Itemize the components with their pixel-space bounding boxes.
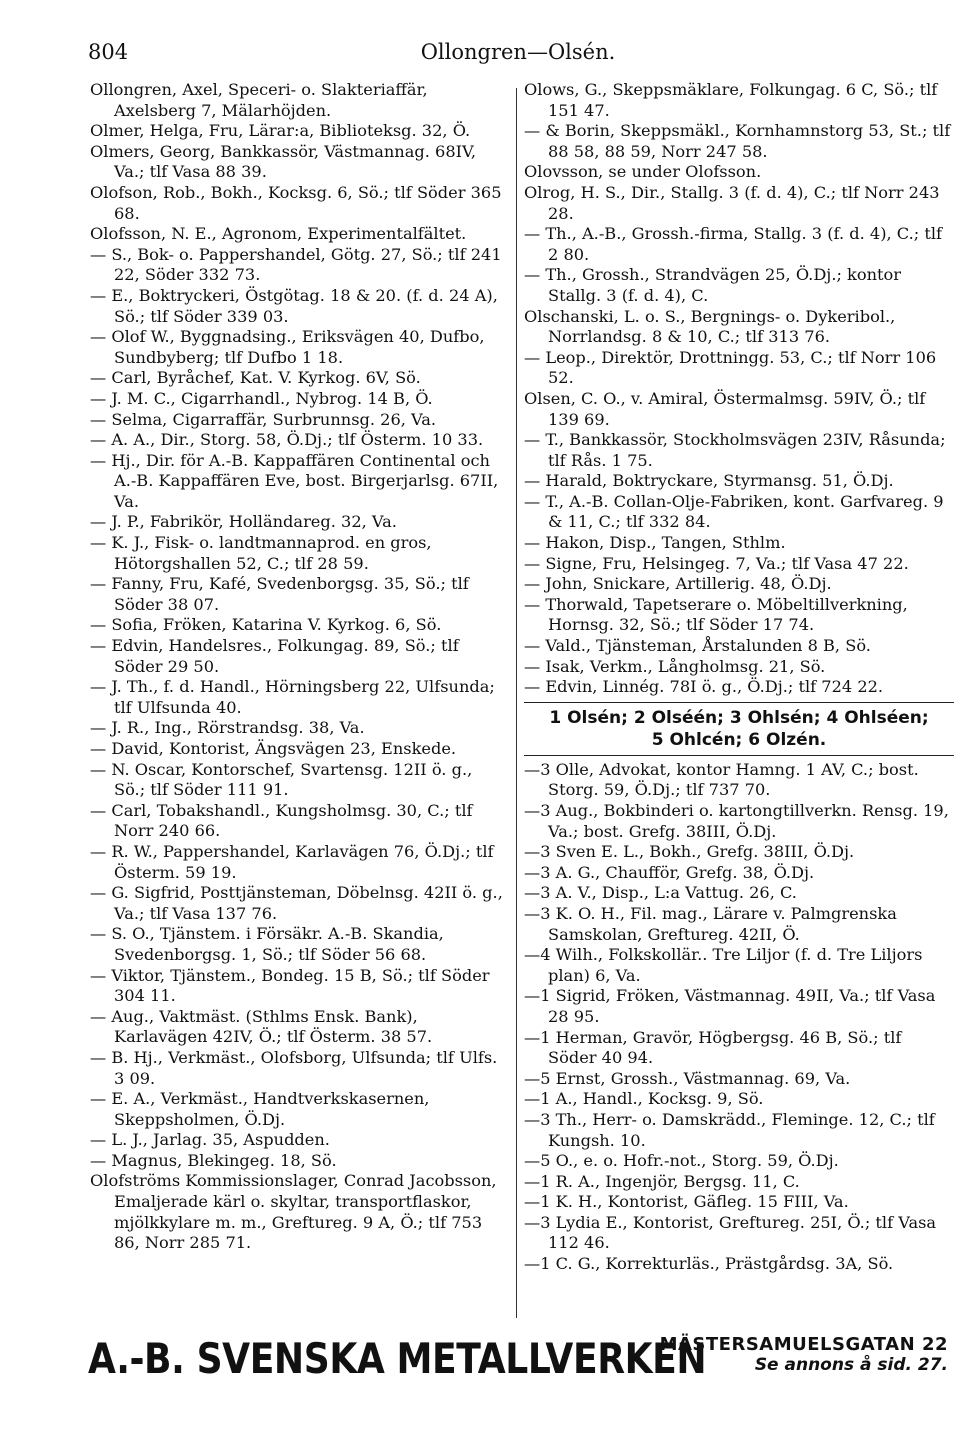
- directory-entry: — Vald., Tjänsteman, Årstalunden 8 B, Sö.: [524, 636, 871, 656]
- olsen-spelling-key: [524, 702, 954, 756]
- right-column: [524, 80, 954, 1310]
- directory-entry: — John, Snickare, Artillerig. 48, Ö.Dj.: [524, 574, 832, 594]
- directory-entry: —1 K. H., Kontorist, Gäfleg. 15 FIII, Va.: [524, 1192, 849, 1212]
- directory-entry: — Leop., Direktör, Drottningg. 53, C.; tlf Norr 106 52.: [524, 347, 937, 388]
- advertiser-reference: Se annons å sid. 27.: [754, 1355, 948, 1375]
- directory-entry: — S. O., Tjänstem. i Försäkr. A.-B. Skandia, Svedenborgsg. 1, Sö.; tlf Söder 56 68.: [90, 924, 444, 964]
- directory-entry: — Hakon, Disp., Tangen, Sthlm.: [524, 533, 786, 553]
- directory-entry: Olovsson, se under Olofsson.: [524, 162, 762, 182]
- directory-entry: — Th., A.-B., Grossh.-firma, Stallg. 3 (f. d. 4), C.; tlf 2 80.: [524, 224, 943, 264]
- directory-entry: —1 C. G., Korrekturläs., Prästgårdsg. 3A, Sö.: [524, 1254, 894, 1274]
- directory-entry: — J. Th., f. d. Handl., Hörningsberg 22, Ulfsunda; tlf Ulfsunda 40.: [90, 677, 495, 717]
- directory-entry: —1 Sigrid, Fröken, Västmannag. 49II, Va.; tlf Vasa 28 95.: [524, 986, 936, 1026]
- advertiser-name: A.-B. SVENSKA METALLVERKEN: [88, 1334, 707, 1383]
- directory-entry: Ollongren, Axel, Speceri- o. Slakteriaffär, Axelsberg 7, Mälarhöjden.: [90, 80, 428, 120]
- directory-entry: — T., A.-B. Collan-Olje-Fabriken, kont. Garfvareg. 9 & 11, C.; tlf 332 84.: [524, 491, 944, 532]
- directory-entry: Olschanski, L. o. S., Bergnings- o. Dykeribol., Norrlandsg. 8 & 10, C.; tlf 313 76.: [524, 306, 896, 347]
- directory-entry: — Carl, Tobakshandl., Kungsholmsg. 30, C.; tlf Norr 240 66.: [90, 800, 473, 841]
- page-header: [88, 40, 948, 70]
- directory-entry: Olofson, Rob., Bokh., Kocksg. 6, Sö.; tlf Söder 365 68.: [90, 182, 502, 223]
- advertiser-address: MÄSTERSAMUELSGATAN 22: [659, 1334, 948, 1355]
- directory-entry: —1 Herman, Gravör, Högbergsg. 46 B, Sö.; tlf Söder 40 94.: [524, 1027, 902, 1068]
- directory-entry: Olrog, H. S., Dir., Stallg. 3 (f. d. 4), C.; tlf Norr 243 28.: [524, 182, 940, 223]
- directory-entry: —1 A., Handl., Kocksg. 9, Sö.: [524, 1089, 764, 1109]
- directory-entry: — A. A., Dir., Storg. 58, Ö.Dj.; tlf Österm. 10 33.: [90, 430, 484, 450]
- directory-entry: —3 Th., Herr- o. Damskrädd., Fleminge. 12, C.; tlf Kungsh. 10.: [524, 1109, 935, 1150]
- left-column: [90, 80, 508, 1310]
- directory-entry: — Aug., Vaktmäst. (Sthlms Ensk. Bank), Karlavägen 42IV, Ö.; tlf Österm. 38 57.: [90, 1006, 433, 1047]
- directory-entry: — E. A., Verkmäst., Handtverkskasernen, Skeppsholmen, Ö.Dj.: [90, 1089, 430, 1129]
- advertisement-banner: [88, 1330, 948, 1402]
- directory-entry: — J. M. C., Cigarrhandl., Nybrog. 14 B, Ö.: [90, 388, 433, 408]
- spelling-key-line-2: 5 Ohlcén; 6 Olzén.: [651, 729, 827, 750]
- spelling-key-line-1: 1 Olsén; 2 Olséén; 3 Ohlsén; 4 Ohlséen;: [549, 707, 929, 728]
- directory-entry: Olofsson, N. E., Agronom, Experimentalfältet.: [90, 224, 467, 244]
- directory-entry: Olofströms Kommissionslager, Conrad Jacobsson, Emaljerade kärl o. skyltar, transportflaskor, mjölkkylare m. m., Greftureg. 9 A, Ö.; tlf 753 86, Norr 285 71.: [90, 1171, 497, 1253]
- directory-entry: —5 Ernst, Grossh., Västmannag. 69, Va.: [524, 1068, 851, 1088]
- directory-entry: — & Borin, Skeppsmäkl., Kornhamnstorg 53, St.; tlf 88 58, 88 59, Norr 247 58.: [524, 121, 951, 161]
- directory-entry: — G. Sigfrid, Posttjänsteman, Döbelnsg. 42II ö. g., Va.; tlf Vasa 137 76.: [90, 883, 503, 923]
- directory-entry: Olsen, C. O., v. Amiral, Östermalmsg. 59IV, Ö.; tlf 139 69.: [524, 388, 926, 429]
- directory-entry: — N. Oscar, Kontorschef, Svartensg. 12II ö. g., Sö.; tlf Söder 111 91.: [90, 759, 473, 800]
- directory-entry: — L. J., Jarlag. 35, Aspudden.: [90, 1130, 330, 1150]
- directory-entry: — Edvin, Handelsres., Folkungag. 89, Sö.; tlf Söder 29 50.: [90, 636, 459, 676]
- directory-entry: — J. P., Fabrikör, Holländareg. 32, Va.: [90, 512, 397, 532]
- directory-entry: — Harald, Boktryckare, Styrmansg. 51, Ö.Dj.: [524, 471, 894, 491]
- directory-entry: —3 A. G., Chaufför, Grefg. 38, Ö.Dj.: [524, 862, 815, 882]
- directory-entry: Olmers, Georg, Bankkassör, Västmannag. 68IV, Va.; tlf Vasa 88 39.: [90, 141, 477, 182]
- right-entries-top: [524, 80, 954, 698]
- directory-entry: — S., Bok- o. Pappershandel, Götg. 27, Sö.; tlf 241 22, Söder 332 73.: [90, 244, 502, 285]
- directory-entry: — K. J., Fisk- o. landtmannaprod. en gros, Hötorgshallen 52, C.; tlf 28 59.: [90, 533, 432, 573]
- directory-entry: —3 Olle, Advokat, kontor Hamng. 1 AV, C.; bost. Storg. 59, Ö.Dj.; tlf 737 70.: [524, 759, 919, 800]
- running-head: Ollongren—Olsén.: [420, 40, 616, 64]
- directory-entry: — Carl, Byråchef, Kat. V. Kyrkog. 6V, Sö.: [90, 368, 421, 388]
- directory-entry: — Magnus, Blekingeg. 18, Sö.: [90, 1150, 337, 1170]
- directory-entry: —1 R. A., Ingenjör, Bergsg. 11, C.: [524, 1171, 800, 1191]
- directory-entry: —3 Sven E. L., Bokh., Grefg. 38III, Ö.Dj.: [524, 842, 855, 862]
- directory-entry: — Sofia, Fröken, Katarina V. Kyrkog. 6, Sö.: [90, 615, 442, 635]
- directory-entry: — Th., Grossh., Strandvägen 25, Ö.Dj.; kontor Stallg. 3 (f. d. 4), C.: [524, 265, 902, 305]
- directory-entry: —3 A. V., Disp., L:a Vattug. 26, C.: [524, 883, 797, 903]
- directory-entry: — Selma, Cigarraffär, Surbrunnsg. 26, Va.: [90, 409, 437, 429]
- directory-entry: — David, Kontorist, Ängsvägen 23, Enskede.: [90, 739, 457, 758]
- directory-entry: — Fanny, Fru, Kafé, Svedenborgsg. 35, Sö.; tlf Söder 38 07.: [90, 574, 469, 614]
- column-divider: [516, 88, 517, 1318]
- directory-entry: — J. R., Ing., Rörstrandsg. 38, Va.: [90, 718, 365, 738]
- directory-entry: —3 K. O. H., Fil. mag., Lärare v. Palmgrenska Samskolan, Greftureg. 42II, Ö.: [524, 903, 897, 944]
- directory-entry: —5 O., e. o. Hofr.-not., Storg. 59, Ö.Dj.: [524, 1151, 839, 1171]
- directory-entry: — B. Hj., Verkmäst., Olofsborg, Ulfsunda; tlf Ulfs. 3 09.: [90, 1047, 498, 1088]
- directory-entry: — Signe, Fru, Helsingeg. 7, Va.; tlf Vasa 47 22.: [524, 553, 909, 573]
- directory-entry: —3 Lydia E., Kontorist, Greftureg. 25I, Ö.; tlf Vasa 112 46.: [524, 1212, 937, 1253]
- directory-entry: — Thorwald, Tapetserare o. Möbeltillverkning, Hornsg. 32, Sö.; tlf Söder 17 74.: [524, 594, 908, 635]
- directory-entry: Olows, G., Skeppsmäklare, Folkungag. 6 C, Sö.; tlf 151 47.: [524, 80, 938, 120]
- directory-entry: — Edvin, Linnég. 78I ö. g., Ö.Dj.; tlf 724 22.: [524, 677, 884, 697]
- directory-entry: Olmer, Helga, Fru, Lärar:a, Biblioteksg. 32, Ö.: [90, 121, 471, 141]
- directory-entry: — Olof W., Byggnadsing., Eriksvägen 40, Dufbo, Sundbyberg; tlf Dufbo 1 18.: [90, 327, 485, 367]
- directory-entry: — E., Boktryckeri, Östgötag. 18 & 20. (f. d. 24 A), Sö.; tlf Söder 339 03.: [90, 285, 498, 326]
- directory-entry: —4 Wilh., Folkskollär.. Tre Liljor (f. d. Tre Liljors plan) 6, Va.: [524, 945, 923, 985]
- directory-entry: — T., Bankkassör, Stockholmsvägen 23IV, Råsunda; tlf Rås. 1 75.: [524, 430, 946, 470]
- right-entries-bottom: [524, 760, 954, 1275]
- directory-entry: — Hj., Dir. för A.-B. Kappaffären Continental och A.-B. Kappaffären Eve, bost. Birgerjarlsg. 67II, Va.: [90, 450, 499, 511]
- page-number: 804: [88, 40, 129, 64]
- directory-entry: — Isak, Verkm., Långholmsg. 21, Sö.: [524, 656, 826, 676]
- advertiser-details: [660, 1334, 948, 1375]
- directory-entry: —3 Aug., Bokbinderi o. kartongtillverkn. Rensg. 19, Va.; bost. Grefg. 38III, Ö.Dj.: [524, 801, 949, 841]
- directory-entry: — R. W., Pappershandel, Karlavägen 76, Ö.Dj.; tlf Österm. 59 19.: [90, 841, 494, 882]
- directory-entry: — Viktor, Tjänstem., Bondeg. 15 B, Sö.; tlf Söder 304 11.: [90, 965, 490, 1006]
